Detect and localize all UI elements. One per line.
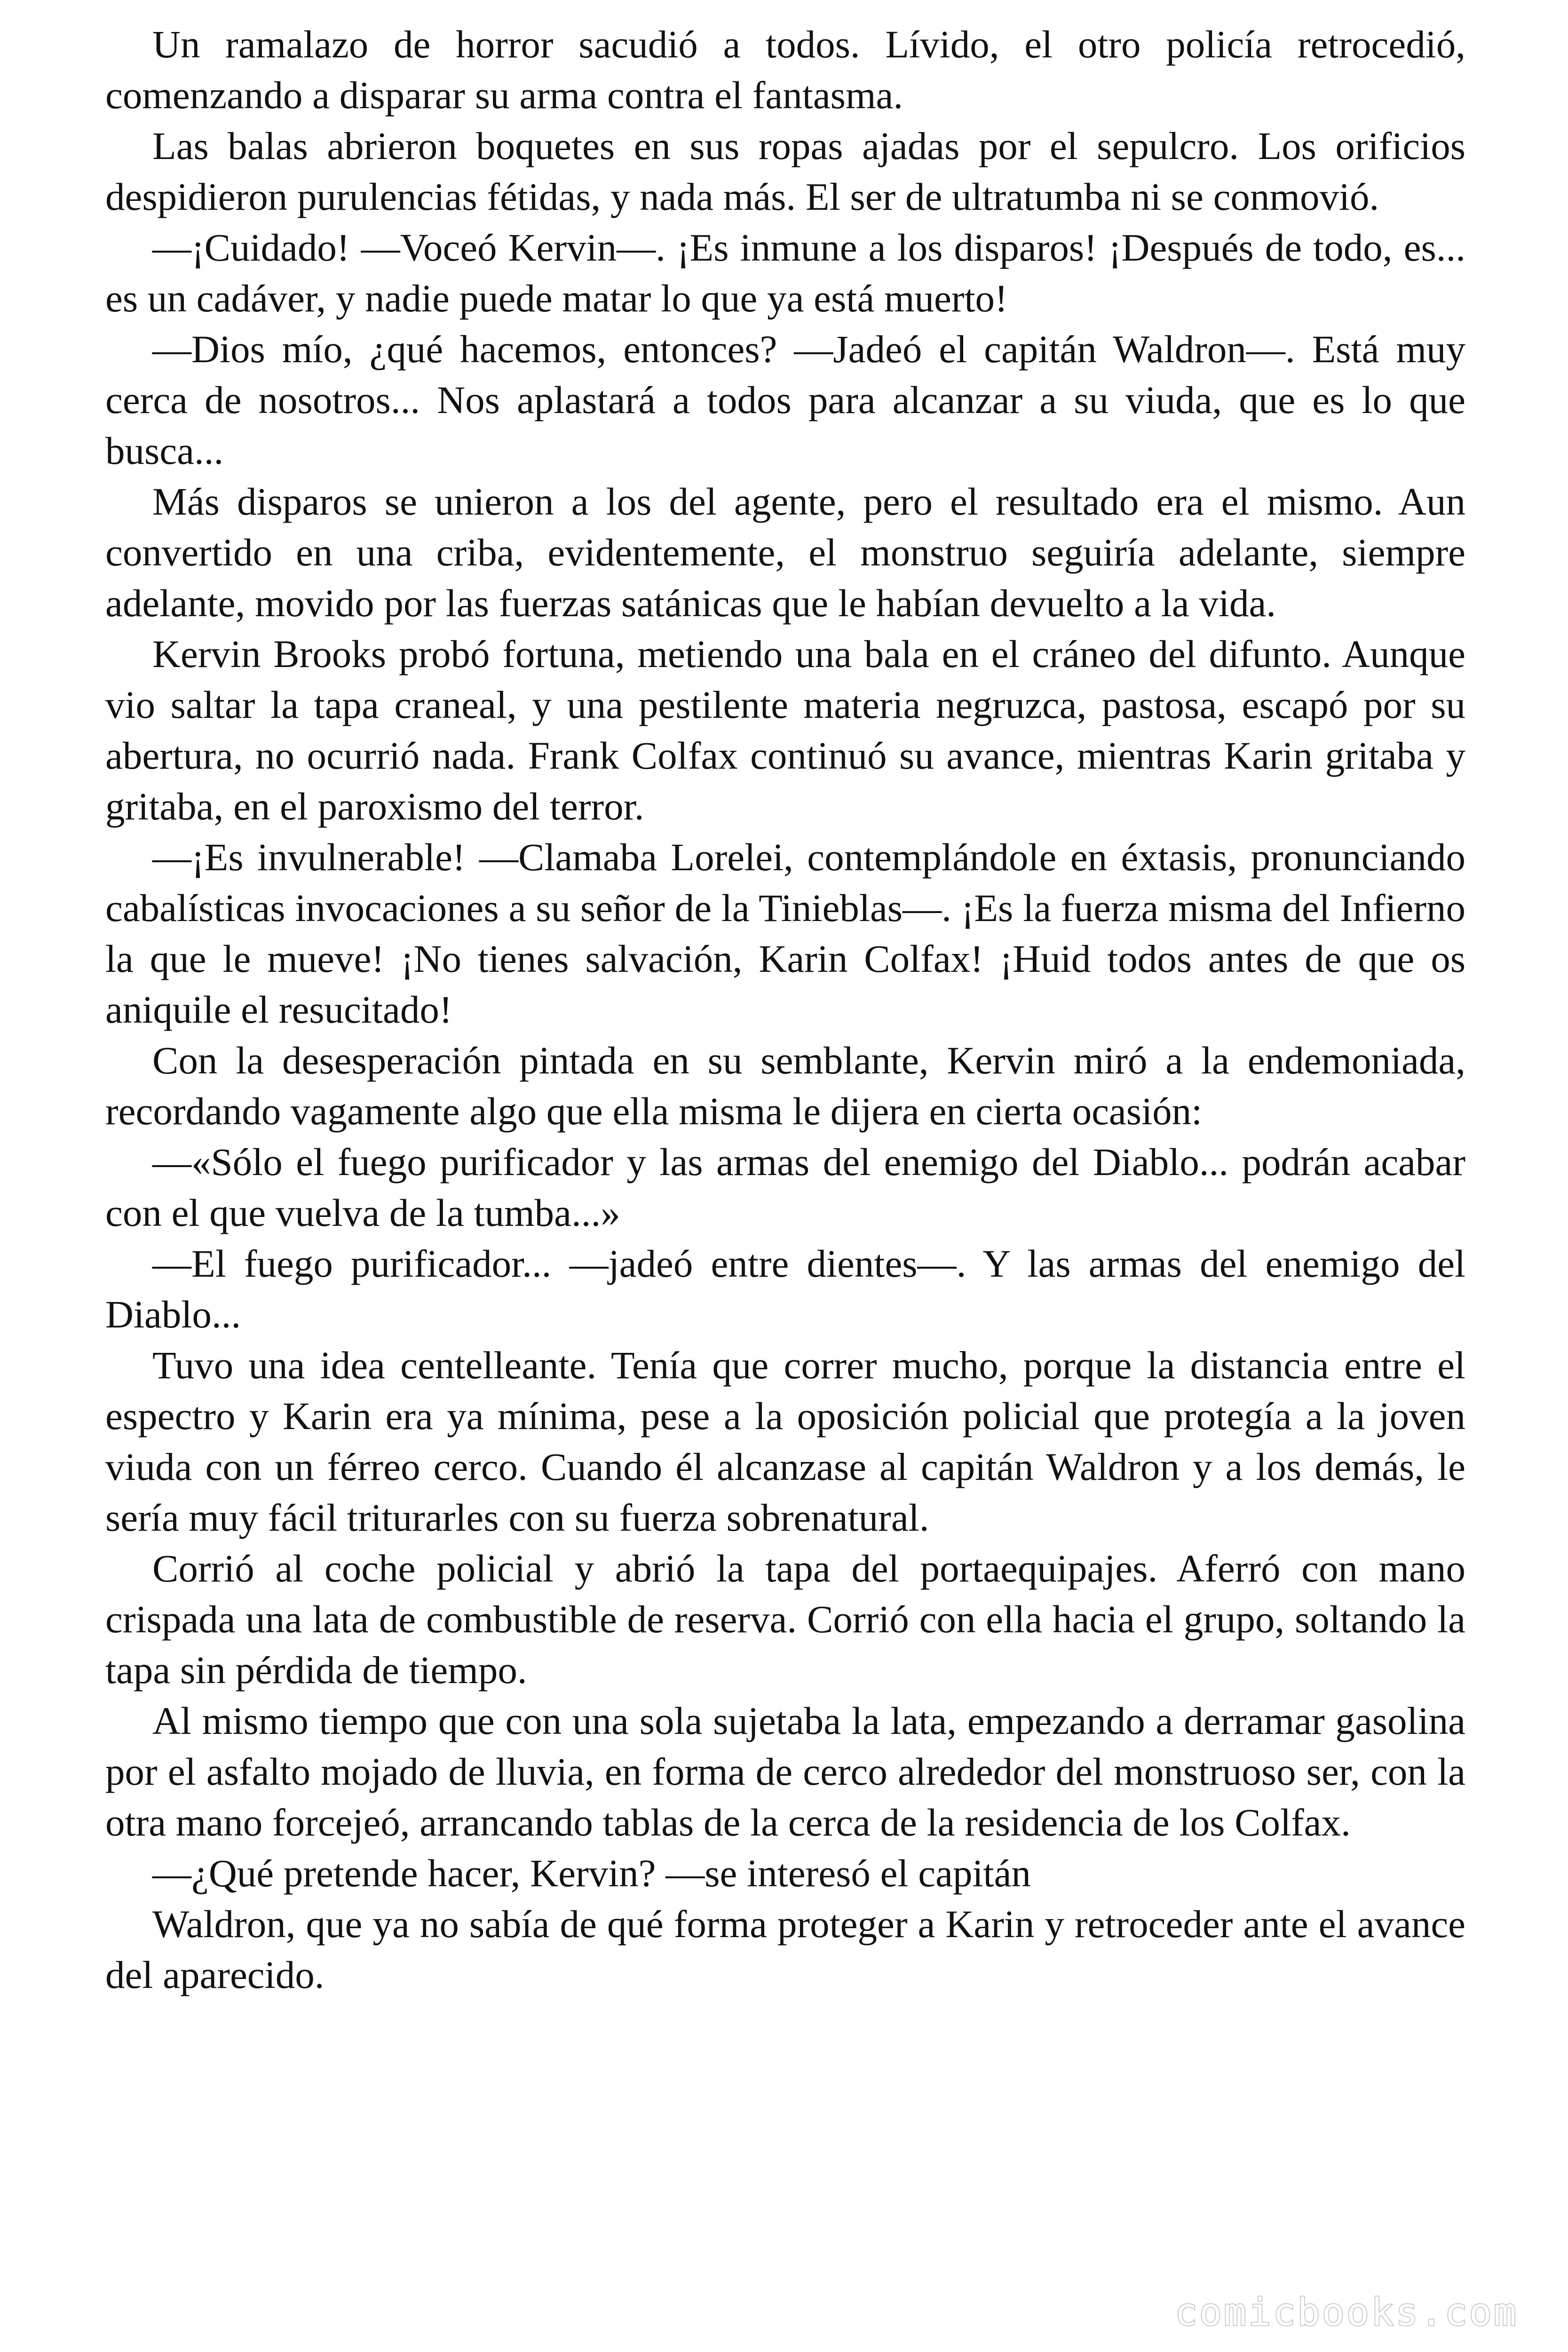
paragraph: —¡Es invulnerable! —Clamaba Lorelei, contemplándole en éxtasis, pronunciando cabalísticas invocaciones a su señor de la Tinieblas—. ¡Es la fuerza misma del Infierno la que le mueve! ¡No tienes salvación, Karin Colfax! ¡Huid todos antes de que os aniquile el resucitado! xyxy=(105,835,1465,1031)
paragraph: Waldron, que ya no sabía de qué forma proteger a Karin y retroceder ante el avance del aparecido. xyxy=(105,1902,1465,1996)
paragraph: —Dios mío, ¿qué hacemos, entonces? —Jadeó el capitán Waldron—. Está muy cerca de nosotros... Nos aplastará a todos para alcanzar a su viuda, que es lo que busca... xyxy=(105,327,1465,472)
paragraph: Tuvo una idea centelleante. Tenía que correr mucho, porque la distancia entre el espectro y Karin era ya mínima, pese a la oposición policial que protegía a la joven viuda con un férreo cerco. Cuando él alcanzase al capitán Waldron y a los demás, le sería muy fácil triturarles con su fuerza sobrenatural. xyxy=(105,1343,1465,1539)
paragraph: Un ramalazo de horror sacudió a todos. Lívido, el otro policía retrocedió, comenzando a disparar su arma contra el fantasma. xyxy=(105,23,1465,117)
paragraph: Kervin Brooks probó fortuna, metiendo una bala en el cráneo del difunto. Aunque vio saltar la tapa craneal, y una pestilente materia negruzca, pastosa, escapó por su abertura, no ocurrió nada. Frank Colfax continuó su avance, mientras Karin gritaba y gritaba, en el paroxismo del terror. xyxy=(105,632,1465,828)
paragraph: Las balas abrieron boquetes en sus ropas ajadas por el sepulcro. Los orificios despidieron purulencias fétidas, y nada más. El ser de ultratumba ni se conmovió. xyxy=(105,124,1465,218)
paragraph: Corrió al coche policial y abrió la tapa del portaequipajes. Aferró con mano crispada una lata de combustible de reserva. Corrió con ella hacia el grupo, soltando la tapa sin pérdida de tiempo. xyxy=(105,1547,1465,1692)
paragraph: Al mismo tiempo que con una sola sujetaba la lata, empezando a derramar gasolina por el asfalto mojado de lluvia, en forma de cerco alrededor del monstruoso ser, con la otra mano forcejeó, arrancando tablas de la cerca de la residencia de los Colfax. xyxy=(105,1699,1465,1844)
paragraph: —«Sólo el fuego purificador y las armas del enemigo del Diablo... podrán acabar con el que vuelva de la tumba...» xyxy=(105,1140,1465,1234)
paragraph: —El fuego purificador... —jadeó entre dientes—. Y las armas del enemigo del Diablo... xyxy=(105,1242,1465,1336)
paragraph: Con la desesperación pintada en su semblante, Kervin miró a la endemoniada, recordando vagamente algo que ella misma le dijera en cierta ocasión: xyxy=(105,1039,1465,1133)
watermark: comicbooks.com xyxy=(1174,2290,1518,2334)
paragraph: —¡Cuidado! —Voceó Kervin—. ¡Es inmune a los disparos! ¡Después de todo, es... es un cadáver, y nadie puede matar lo que ya está muerto! xyxy=(105,226,1465,320)
paragraph: Más disparos se unieron a los del agente, pero el resultado era el mismo. Aun convertido en una criba, evidentemente, el monstruo seguiría adelante, siempre adelante, movido por las fuerzas satánicas que le habían devuelto a la vida. xyxy=(105,480,1465,625)
paragraph: —¿Qué pretende hacer, Kervin? —se interesó el capitán xyxy=(152,1851,1031,1895)
page-body xyxy=(105,19,1465,2000)
